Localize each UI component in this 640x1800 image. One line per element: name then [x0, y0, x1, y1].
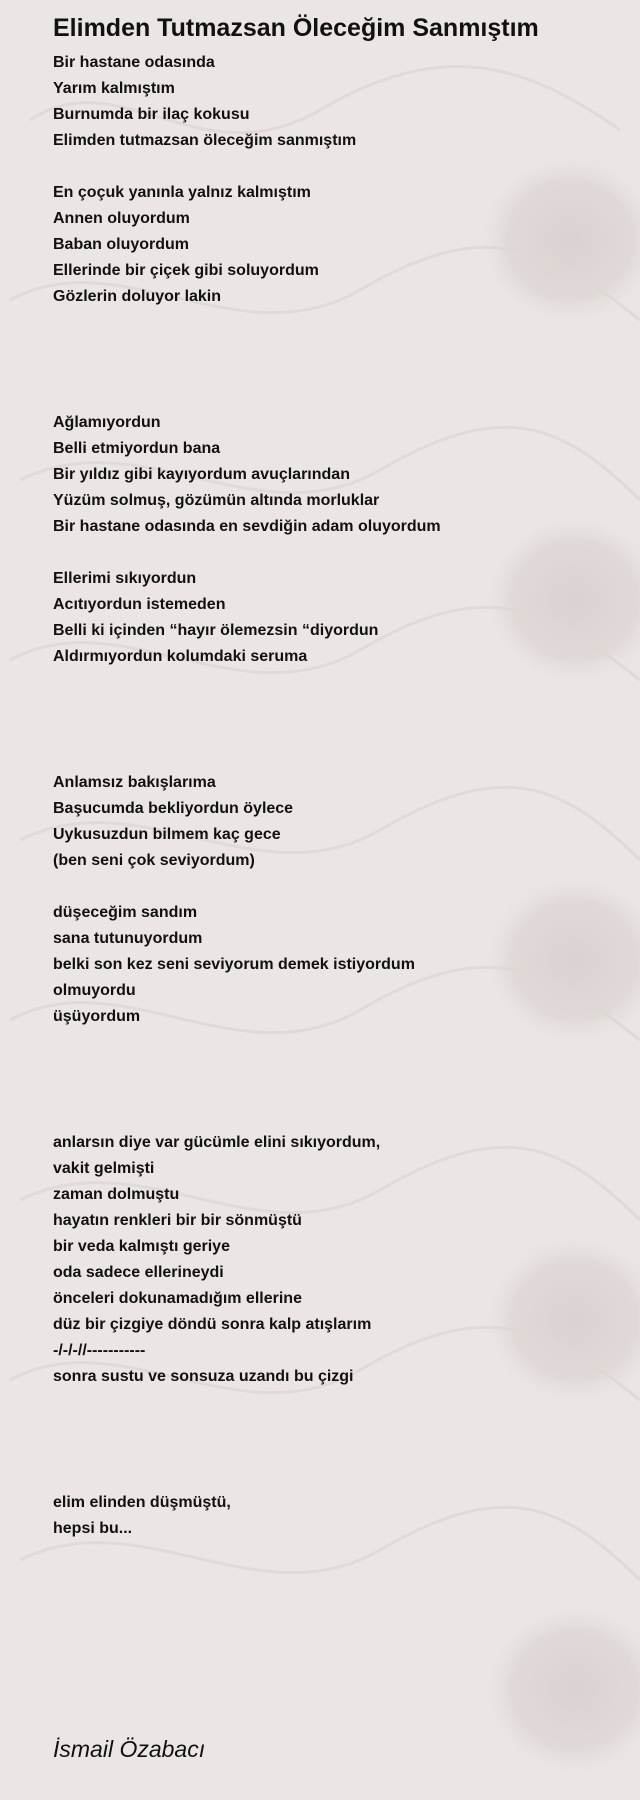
poem-section: [53, 50, 613, 310]
poem-line: Yarım kalmıştım: [53, 80, 175, 97]
stanza: [53, 1130, 613, 1390]
poem-line: Acıtıyordun istemeden: [53, 596, 226, 613]
poem-line: Anlamsız bakışlarıma: [53, 774, 216, 791]
poem-section: [53, 1130, 613, 1390]
poem-line: Burnumda bir ilaç kokusu: [53, 106, 250, 123]
poem-line: Baban oluyordum: [53, 236, 190, 253]
poem-line: Elimden tutmazsan öleceğim sanmıştım: [53, 132, 357, 149]
poem-author: İsmail Özabacı: [53, 1736, 206, 1762]
poem-line: Başucumda bekliyordun öylece: [53, 800, 294, 817]
poem-line: hayatın renkleri bir bir sönmüştü: [53, 1212, 302, 1229]
poem-line: bir veda kalmıştı geriye: [53, 1238, 230, 1255]
poem-line: vakit gelmişti: [53, 1160, 155, 1177]
poem-line: oda sadece ellerineydi: [53, 1264, 224, 1281]
poem-line: hepsi bu...: [53, 1520, 133, 1537]
poem-line: Gözlerin doluyor lakin: [53, 288, 222, 305]
poem-line: Ellerinde bir çiçek gibi soluyordum: [53, 262, 319, 279]
poem-line: olmuyordu: [53, 982, 136, 999]
poem-line: anlarsın diye var gücümle elini sıkıyordum,: [53, 1134, 381, 1151]
poem-line: Ellerimi sıkıyordun: [53, 570, 197, 587]
poem-line: üşüyordum: [53, 1008, 141, 1025]
stanza: [53, 180, 613, 310]
stanza: [53, 900, 613, 1030]
stanza: [53, 410, 613, 540]
poem-line: Ağlamıyordun: [53, 414, 161, 431]
poem-container: [53, 12, 613, 1542]
poem-line: önceleri dokunamadığım ellerine: [53, 1290, 302, 1307]
poem-line: sana tutunuyordum: [53, 930, 203, 947]
poem-line: elim elinden düşmüştü,: [53, 1494, 231, 1511]
poem-section: [53, 770, 613, 1030]
poem-line: Bir hastane odasında: [53, 54, 215, 71]
poem-section: [53, 1490, 613, 1542]
poem-line: Bir yıldız gibi kayıyordum avuçlarından: [53, 466, 350, 483]
poem-line: Belli ki içinden “hayır ölemezsin “diyordun: [53, 622, 379, 639]
stanza: [53, 770, 613, 874]
poem-line: Bir hastane odasında en sevdiğin adam oluyordum: [53, 518, 441, 535]
poem-line: düz bir çizgiye döndü sonra kalp atışlarım: [53, 1316, 372, 1333]
poem-line: -/-/-//-----------: [53, 1342, 146, 1359]
poem-title: Elimden Tutmazsan Öleceğim Sanmıştım: [53, 14, 539, 42]
poem-section: [53, 410, 613, 670]
poem-line: Uykusuzdun bilmem kaç gece: [53, 826, 281, 843]
stanza: [53, 50, 613, 154]
poem-line: zaman dolmuştu: [53, 1186, 180, 1203]
poem-line: sonra sustu ve sonsuza uzandı bu çizgi: [53, 1368, 354, 1385]
poem-line: Yüzüm solmuş, gözümün altında morluklar: [53, 492, 380, 509]
poem-line: düşeceğim sandım: [53, 904, 198, 921]
stanza: [53, 1490, 613, 1542]
poem-line: (ben seni çok seviyordum): [53, 852, 255, 869]
poem-line: belki son kez seni seviyorum demek istiyordum: [53, 956, 415, 973]
poem-line: Belli etmiyordun bana: [53, 440, 221, 457]
poem-line: En çoçuk yanınla yalnız kalmıştım: [53, 184, 311, 201]
poem-line: Aldırmıyordun kolumdaki seruma: [53, 648, 308, 665]
stanza: [53, 566, 613, 670]
poem-line: Annen oluyordum: [53, 210, 190, 227]
